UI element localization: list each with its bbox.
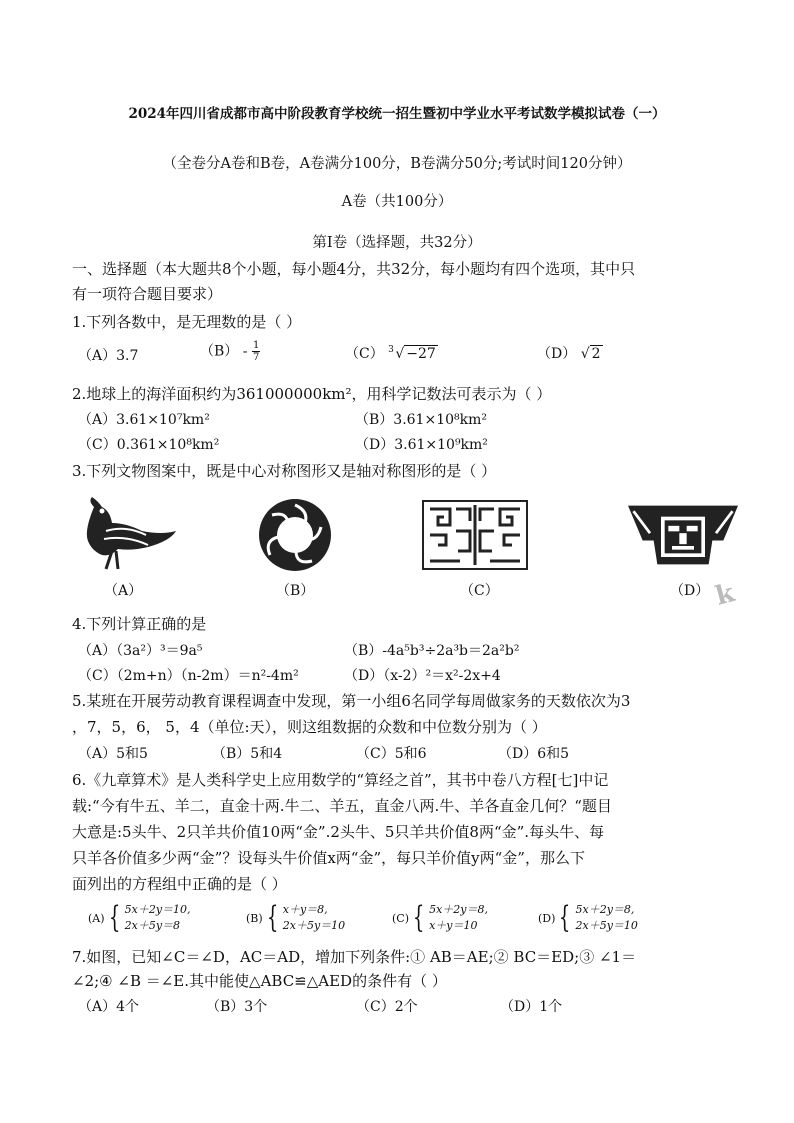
watermark-logo: k [712,578,738,612]
q7-stem-line-2: ∠2;④ ∠B ＝∠E.其中能使△ABC≌△AED的条件有（ ） [72,972,447,990]
equation: 2x＋5y＝8 [124,919,181,932]
equation: x＋y＝10 [429,919,478,932]
q1-option-c [345,343,438,363]
radical-sign-icon: √ [395,346,405,362]
q7-option-b: （B）3个 [206,999,268,1015]
left-brace-icon: { [412,900,425,935]
q4-stem: 4.下列计算正确的是 [72,615,207,633]
q1-option-b [200,340,260,363]
q5-option-d: （D）6和5 [498,746,570,762]
q7-option-a: （A）4个 [78,999,140,1015]
q1-option-a: （A）3.7 [78,348,139,364]
q5-stem-line-1: 5.某班在开展劳动教育课程调查中发现，第一小组6名同学每周做家务的天数依次为3 [72,692,631,710]
equation: 5x＋2y＝10, [124,903,191,916]
q6-stem-line-2: 载:“今有牛五、羊二，直金十两.牛二、羊五，直金八两.牛、羊各直金几何？“题目 [72,797,612,815]
q6-option-b [246,902,345,934]
q2-option-d: （D）3.61×10⁹km² [355,437,488,453]
q5-option-a: （A）5和5 [78,746,148,762]
q6-option-label: (B) [246,911,263,925]
q6-stem-line-1: 6.《九章算术》是人类科学史上应用数学的“算经之首”，其书中卷八方程[七]中记 [72,771,609,789]
equation: x＋y＝8, [282,903,328,916]
part1-heading: 第Ⅰ卷（选择题，共32分） [312,235,482,251]
q3-stem: 3.下列文物图案中，既是中心对称图形又是轴对称图形的是（ ） [72,462,497,480]
left-brace-icon: { [266,900,278,935]
q3-label-d: （D） [670,583,710,599]
q6-stem-line-5: 面列出的方程组中正确的是（ ） [72,875,287,893]
q4-option-b: （B）-4a⁵b³÷2a³b＝2a²b² [344,643,520,659]
radicand: 2 [591,346,601,362]
q5-stem-line-2: ，7，5，6， 5，4（单位:天），则这组数据的众数和中位数分别为（ ） [72,718,547,736]
left-brace-icon: { [108,900,120,935]
q2-option-b: （B）3.61×10⁸km² [355,412,487,428]
q1-option-b-sign: - [242,343,248,360]
bird-pattern-figure [76,495,186,575]
fraction [252,340,260,363]
section-a-heading: A卷（共100分） [341,194,453,210]
fraction-denominator: 7 [252,352,260,363]
equation: 2x＋5y＝10 [575,919,638,932]
q1-option-d-label: （D） [537,346,577,362]
q6-option-a [88,902,191,934]
instructions-line-1: 一、选择题（本大题共8个小题，每小题4分，共32分，每小题均有四个选项，其中只 [72,260,636,278]
radical-sign-icon: √ [580,346,590,362]
q3-label-b: （B） [276,583,315,599]
q2-option-a: （A）3.61×10⁷km² [78,412,210,428]
equation: 2x＋5y＝10 [282,919,346,932]
exam-subtitle: （全卷分A卷和B卷，A卷满分100分，B卷满分50分;考试时间120分钟） [162,156,632,172]
q6-stem-line-4: 只羊各价值多少两“金”？设每头牛价值x两“金”，每只羊价值y两“金”，那么下 [72,849,585,867]
cube-root-index: 3 [388,345,394,356]
instructions-line-2: 有一项符合题目要求） [72,285,223,303]
mask-pattern-figure [628,495,738,575]
q1-stem: 1.下列各数中，是无理数的是（ ） [72,313,302,331]
q1-option-b-label: （B） [200,343,239,360]
q6-option-c [392,902,488,934]
q3-label-c: （C） [460,583,499,599]
left-brace-icon: { [559,900,571,935]
q2-stem: 2.地球上的海洋面积约为361000000km²，用科学记数法可表示为（ ） [72,385,552,403]
q2-option-c: （C）0.361×10⁸km² [78,437,220,453]
q6-option-label: (A) [88,911,105,925]
q4-option-d: （D）（x-2）²＝x²-2x+4 [344,668,501,684]
q7-option-d: （D）1个 [500,999,563,1015]
q7-option-c: （C）2个 [356,999,418,1015]
fraction-numerator: 1 [252,340,260,351]
radicand: −27 [406,346,436,362]
exam-title: 2024年四川省成都市高中阶段教育学校统一招生暨初中学业水平考试数学模拟试卷（一） [128,106,666,122]
q6-option-label: (C) [392,911,409,925]
q5-option-c: （C）5和6 [356,746,427,762]
q4-option-a: （A）（3a²）³＝9a⁵ [78,643,203,659]
ring-pattern-figure [240,495,350,575]
q1-option-c-label: （C） [345,346,384,362]
q5-option-b: （B）5和4 [212,746,283,762]
cloud-pattern-figure [420,495,530,575]
equation: 5x＋2y＝8, [429,903,489,916]
q6-option-label: (D) [538,911,556,925]
q4-option-c: （C）（2m+n）（n-2m）＝n²-4m² [78,668,299,684]
q6-stem-line-3: 大意是:5头牛、2只羊共价值10两“金”.2头牛、5只羊共价值8两“金”.每头牛、每 [72,823,605,841]
q6-option-d [538,902,638,934]
q1-option-d [537,343,603,363]
q7-stem-line-1: 7.如图，已知∠C＝∠D，AC＝AD，增加下列条件:① AB＝AE;② BC＝ED;③ ∠1＝ [72,948,637,966]
q3-label-a: （A） [104,583,143,599]
equation: 5x＋2y＝8, [575,903,635,916]
